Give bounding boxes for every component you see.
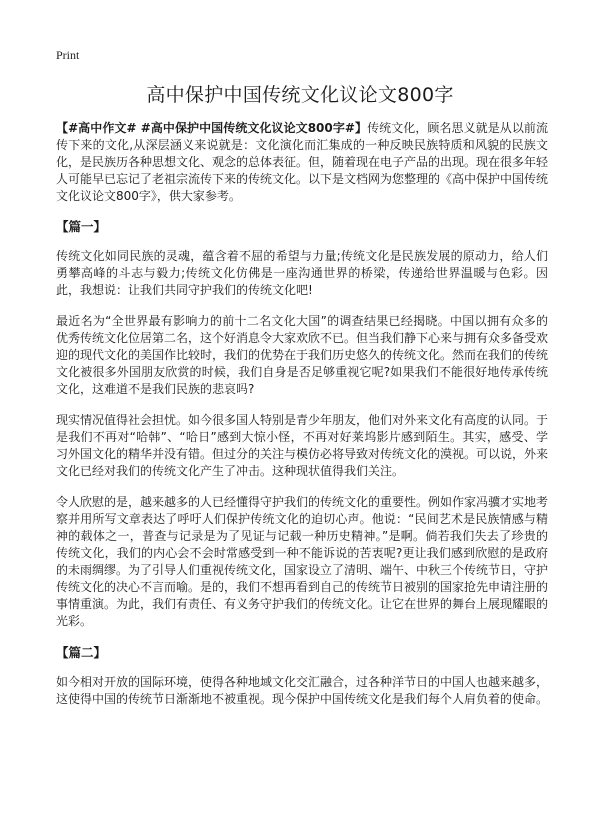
page-title: 高中保护中国传统文化议论文800字 <box>146 84 454 106</box>
article-body <box>56 120 548 722</box>
section-1-paragraph: 现实情况值得社会担忧。如今很多国人特别是青少年朋友，他们对外来文化有高度的认同。于是我们不再对“哈韩”、“哈日”感到大惊小怪，不再对好莱坞影片感到陌生。其实，感受、学习外国文化的精华并没有错。但过分的关注与模仿必将导致对传统文化的漠视。可以说，外来文化已经对我们的传统文化产生了冲击。这种现状值得我们关注。 <box>56 413 549 478</box>
section-1-paragraph: 最近名为“全世界最有影响力的前十二名文化大国”的调查结果已经揭晓。中国以拥有众多的优秀传统文化位居第二名，这个好消息令大家欢欣不已。但当我们静下心来与拥有众多备受欢迎的现代文化的美国作比较时，我们的优势在于我们历史悠久的传统文化。然而在我们的传统文化被很多外国朋友欣赏的时候，我们自身是否足够重视它呢?如果我们不能很好地传承传统文化，这难道不是我们民族的悲哀吗? <box>56 314 549 396</box>
print-link[interactable]: Print <box>56 48 80 62</box>
section-1-paragraph: 传统文化如同民族的灵魂，蕴含着不屈的希望与力量;传统文化是民族发展的原动力，给人们勇攀高峰的斗志与毅力;传统文化仿佛是一座沟通世界的桥梁，传递给世界温暖与色彩。因此，我想说：让我们共同守护我们的传统文化吧! <box>56 249 548 297</box>
section-heading-2: 【篇二】 <box>56 645 107 660</box>
section-1-paragraph: 令人欣慰的是，越来越多的人已经懂得守护我们的传统文化的重要性。例如作家冯骥才实地考察并用所写文章表达了呼吁人们保护传统文化的迫切心声。他说：“民间艺术是民族情感与精神的载体之一，普查与记录是为了见证与记载一种历史精神。”是啊。倘若我们失去了珍贵的传统文化，我们的内心会不会时常感受到一种不能诉说的苦衷呢?更让我们感到欣慰的是政府的未雨绸缪。为了引导人们重视传统文化，国家设立了清明、端午、中秋三个传统节日，守护传统文化的决心不言而喻。是的，我们不想再看到自己的传统节日被别的国家抢先申请注册的事情重演。为此，我们有责任、有义务守护我们的传统文化。让它在世界的舞台上展现耀眼的光彩。 <box>56 495 549 628</box>
intro-text: 传统文化，顾名思义就是从以前流传下来的文化,从深层涵义来说就是：文化演化而汇集成的一种反映民族特质和风貌的民族文化，是民族历各种思想文化、观念的总体表征。但，随着现在电子产品的出现。现在很多年轻人可能早已忘记了老祖宗流传下来的传统文化。以下是文档网为您整理的《高中保护中国传统文化议论文800字》，供大家参考。 <box>56 121 549 203</box>
section-heading-1: 【篇一】 <box>56 219 107 234</box>
intro-paragraph <box>56 120 548 205</box>
intro-tag: 【#高中作文# #高中保护中国传统文化议论文800字#】 <box>56 121 368 135</box>
section-2-paragraph: 如今相对开放的国际环境，使得各种地域文化交汇融合，过各种洋节日的中国人也越来越多，这使得中国的传统节日渐渐地不被重视。现今保护中国传统文化是我们每个人肩负着的使命。 <box>56 675 549 706</box>
